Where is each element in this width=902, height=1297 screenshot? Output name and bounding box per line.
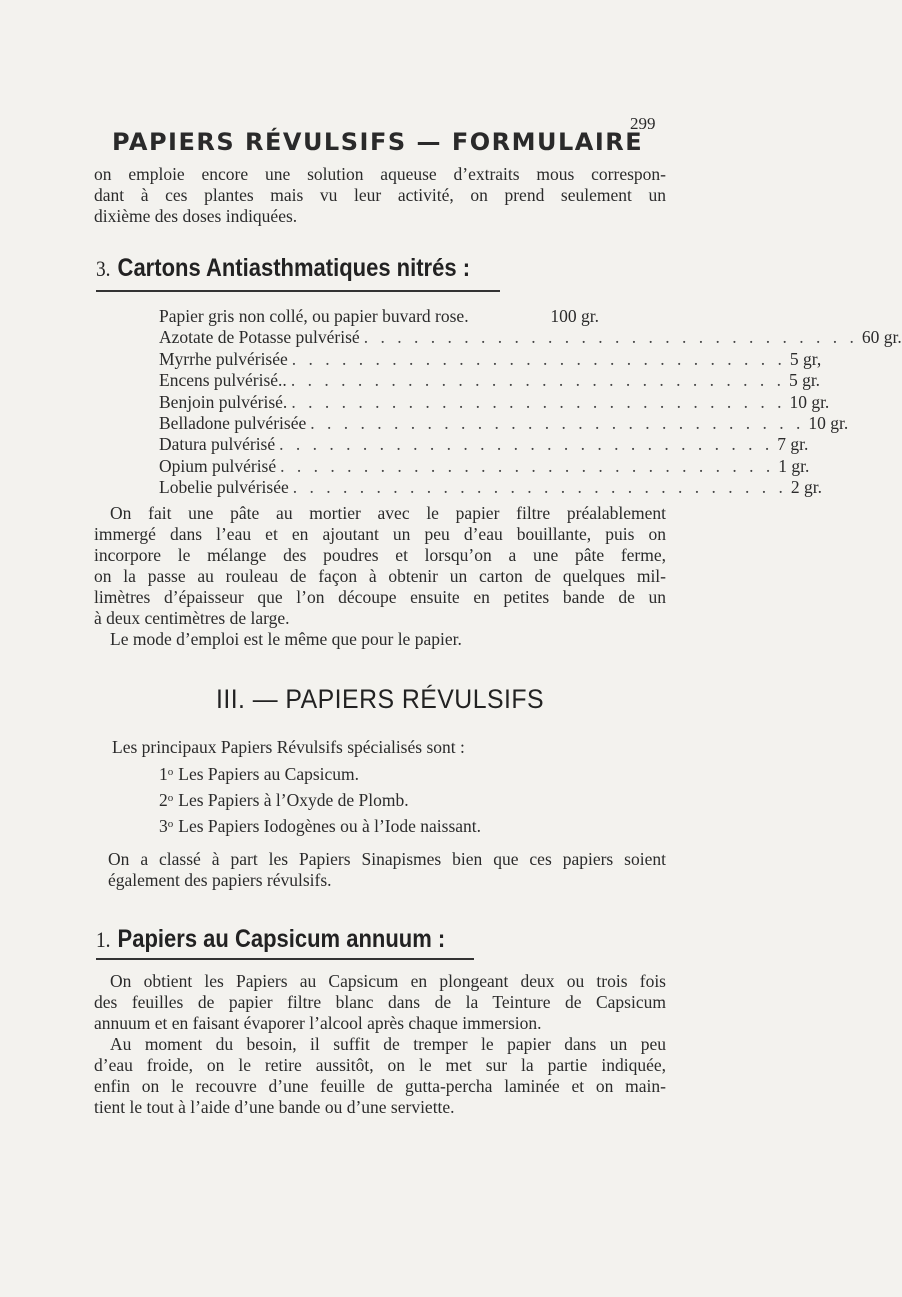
- formula-ingredient: Lobelie pulvérisée: [159, 477, 289, 498]
- text-line: des feuilles de papier filtre blanc dans de la Teinture de Capsicum: [94, 992, 666, 1012]
- text-line: enfin on le recouvre d’une feuille de gutta-percha laminée et on main-: [94, 1076, 666, 1096]
- capsicum-paragraph: [94, 971, 666, 1034]
- list-ordinal: 2: [159, 790, 168, 810]
- formula-ingredient: Datura pulvérisé: [159, 434, 276, 455]
- formula-row: [159, 348, 822, 370]
- text-line: On a classé à part les Papiers Sinapismes bien que ces papiers soient: [108, 849, 666, 869]
- formula-ingredient: Azotate de Potasse pulvérisé: [159, 327, 360, 348]
- text-line: on emploie encore une solution aqueuse d’extraits mous correspon-: [94, 164, 666, 184]
- sinapisms-paragraph: [108, 849, 666, 891]
- dot-leader: . . . . . . . . . . . . . . . . . . . . . . . . . . . . . .: [292, 477, 787, 498]
- formula-ingredient: Belladone pulvérisée: [159, 412, 307, 433]
- text-line: dant à ces plantes mais vu leur activité, on prend seulement un: [94, 185, 666, 205]
- formula-row: [159, 477, 822, 498]
- formula-quantity: 2 gr.: [790, 477, 822, 498]
- list-ordinal: 1: [159, 764, 168, 784]
- formula-quantity: 1 gr.: [778, 455, 810, 476]
- running-head: PAPIERS RÉVULSIFS — FORMULAIRE: [112, 128, 644, 156]
- list-text: Les Papiers Iodogènes ou à l’Iode naissant.: [178, 816, 482, 836]
- text-line: dixième des doses indiquées.: [94, 206, 298, 226]
- list-item: [159, 790, 409, 811]
- formula-quantity: 100 gr.: [550, 306, 599, 326]
- formula-row: [159, 434, 809, 455]
- formula-quantity: 7 gr.: [777, 434, 809, 455]
- formula-quantity: 5 gr,: [789, 348, 822, 369]
- text-line: immergé dans l’eau et en ajoutant un peu d’eau bouillante, puis on: [94, 524, 666, 544]
- text-line: incorpore le mélange des poudres et lorsqu’on a une pâte ferme,: [94, 545, 666, 565]
- dot-leader: . . . . . . . . . . . . . . . . . . . . . . . . . . . . . .: [279, 434, 774, 455]
- text-line: également des papiers révulsifs.: [108, 870, 332, 890]
- ordinal-mark: o: [167, 766, 174, 778]
- formula-ingredient: Myrrhe pulvérisée: [159, 348, 288, 369]
- usage-paragraph: [94, 1034, 666, 1118]
- text-line: à deux centimètres de large.: [94, 608, 290, 628]
- section-underline: [96, 290, 500, 292]
- text-line: d’eau froide, on le retire aussitôt, on le met sur la partie indiquée,: [94, 1055, 666, 1075]
- formula-ingredient: Benjoin pulvérisé.: [159, 391, 288, 412]
- text-line: tient le tout à l’aide d’une bande ou d’une serviette.: [94, 1097, 455, 1117]
- text-line: limètres d’épaisseur que l’on découpe ensuite en petites bande de un: [94, 587, 666, 607]
- chapter-title: III. — PAPIERS RÉVULSIFS: [215, 684, 545, 714]
- dot-leader: . . . . . . . . . . . . . . . . . . . . . . . . . . . . . .: [310, 412, 805, 433]
- list-item: [159, 764, 359, 785]
- dot-leader: . . . . . . . . . . . . . . . . . . . . . . . . . . . . . .: [290, 370, 785, 391]
- section-number: 3.: [96, 256, 111, 281]
- text-line: annuum et en faisant évaporer l’alcool après chaque immersion.: [94, 1013, 542, 1033]
- section-heading-3: [96, 254, 470, 283]
- section-title: Cartons Antiasthmatiques nitrés :: [117, 254, 471, 282]
- text-line: on la passe au rouleau de façon à obtenir un carton de quelques mil-: [94, 566, 666, 586]
- formula-row: [159, 370, 821, 391]
- formula-ingredient: Papier gris non collé, ou papier buvard rose.: [159, 306, 469, 326]
- list-item: [159, 816, 481, 837]
- formula-row: [159, 391, 830, 413]
- dot-leader: . . . . . . . . . . . . . . . . . . . . . . . . . . . . . .: [291, 391, 786, 412]
- page-number: 299: [630, 114, 656, 133]
- formula-table: [159, 306, 902, 499]
- dot-leader: . . . . . . . . . . . . . . . . . . . . . . . . . . . . . .: [291, 348, 786, 369]
- dot-leader: . . . . . . . . . . . . . . . . . . . . . . . . . . . . . .: [363, 327, 858, 348]
- formula-quantity: 60 gr.: [861, 327, 902, 348]
- formula-row: [159, 306, 599, 327]
- text-line: Les principaux Papiers Révulsifs spécialisés sont :: [112, 737, 465, 757]
- intro-paragraph: [94, 164, 666, 227]
- formula-row: [159, 455, 810, 477]
- section-title: Papiers au Capsicum annuum :: [117, 925, 446, 953]
- list-text: Les Papiers à l’Oxyde de Plomb.: [178, 790, 409, 810]
- formula-row: [159, 327, 902, 348]
- usage-line: Le mode d’emploi est le même que pour le papier.: [110, 629, 462, 649]
- text-line: On fait une pâte au mortier avec le papier filtre préalablement: [110, 503, 666, 523]
- formula-row: [159, 412, 849, 434]
- text-line: On obtient les Papiers au Capsicum en plongeant deux ou trois fois: [110, 971, 666, 991]
- preparation-paragraph: [94, 503, 666, 650]
- list-ordinal: 3: [159, 816, 168, 836]
- text-line: Au moment du besoin, il suffit de tremper le papier dans un peu: [110, 1034, 666, 1054]
- formula-quantity: 5 gr.: [788, 370, 821, 391]
- section-underline: [96, 958, 474, 960]
- ordinal-mark: o: [167, 818, 174, 830]
- section-heading-1: [96, 925, 445, 954]
- list-text: Les Papiers au Capsicum.: [178, 764, 360, 784]
- formula-quantity: 10 gr.: [808, 412, 849, 433]
- section-number: 1.: [96, 927, 111, 952]
- formula-ingredient: Encens pulvérisé..: [159, 370, 287, 391]
- dot-leader: . . . . . . . . . . . . . . . . . . . . . . . . . . . . . .: [280, 455, 775, 476]
- formula-quantity: 10 gr.: [789, 391, 830, 412]
- formula-ingredient: Opium pulvérisé: [159, 455, 277, 476]
- ordinal-mark: o: [167, 792, 174, 804]
- chapter-intro: [112, 737, 672, 758]
